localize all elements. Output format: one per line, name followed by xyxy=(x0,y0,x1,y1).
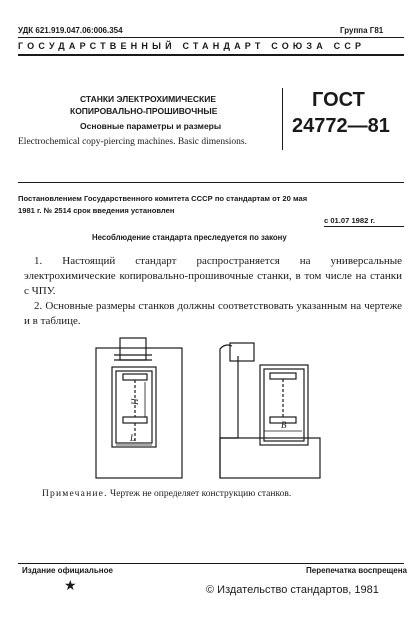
paragraph-1: 1. Настоящий стандарт распространяется на универсальные электрохимические копировально-прошивочные станки, в том числе на станки с ЧПУ. xyxy=(24,255,402,297)
side-column xyxy=(220,345,232,478)
side-table-outer xyxy=(260,365,308,445)
title-vertical-divider xyxy=(282,88,283,150)
title-subtitle: Основные параметры и размеры xyxy=(80,121,222,131)
official-edition: Издание официальное xyxy=(22,566,113,575)
decree-date-underline xyxy=(324,226,404,227)
machine-drawing xyxy=(90,335,330,485)
group-code: Группа Г81 xyxy=(340,26,384,35)
gost-number: 24772—81 xyxy=(292,115,390,137)
footer-rule xyxy=(18,563,404,564)
side-base xyxy=(220,438,320,478)
side-table-inner xyxy=(264,369,304,441)
reprint-prohibited: Перепечатка воспрещена xyxy=(306,566,407,575)
paragraph-2: 2. Основные размеры станков должны соответствовать указанным на чертеже и в таблице. xyxy=(24,300,402,327)
side-head xyxy=(230,343,254,361)
udk-code: УДК 621.919.047.06:006.354 xyxy=(18,26,123,35)
law-warning: Несоблюдение стандарта преследуется по закону xyxy=(92,233,287,242)
gost-label: ГОСТ xyxy=(312,89,365,111)
header-rule-top xyxy=(18,37,404,38)
decree-line-2: 1981 г. № 2514 срок введения установлен xyxy=(18,206,175,215)
title-english: Electrochemical copy-piercing machines. Basic dimensions. xyxy=(18,137,247,147)
decree-date: с 01.07 1982 г. xyxy=(324,216,375,225)
decree-rule xyxy=(18,182,404,183)
side-view xyxy=(220,343,320,478)
note-label: Примечание. xyxy=(42,489,108,499)
decree-line-1: Постановлением Государственного комитета СССР по стандартам от 20 мая xyxy=(18,194,308,203)
copyright: © Издательство стандартов, 1981 xyxy=(206,584,379,596)
title-line-2: КОПИРОВАЛЬНО-ПРОШИВОЧНЫЕ xyxy=(70,106,218,116)
dim-h-label: H xyxy=(130,398,140,405)
title-line-1: СТАНКИ ЭЛЕКТРОХИМИЧЕСКИЕ xyxy=(80,94,217,104)
dim-l-label: L xyxy=(130,433,136,443)
header-rule-bottom xyxy=(18,54,404,56)
star-icon: ★ xyxy=(64,579,77,594)
note-text: Чертеж не определяет конструкцию станков. xyxy=(110,489,292,499)
state-standard-banner: ГОСУДАРСТВЕННЫЙ СТАНДАРТ СОЮЗА ССР xyxy=(18,41,366,51)
dim-b-label: B xyxy=(281,420,287,430)
front-head xyxy=(120,338,146,360)
front-view xyxy=(96,338,182,478)
drawing-note xyxy=(42,489,291,499)
